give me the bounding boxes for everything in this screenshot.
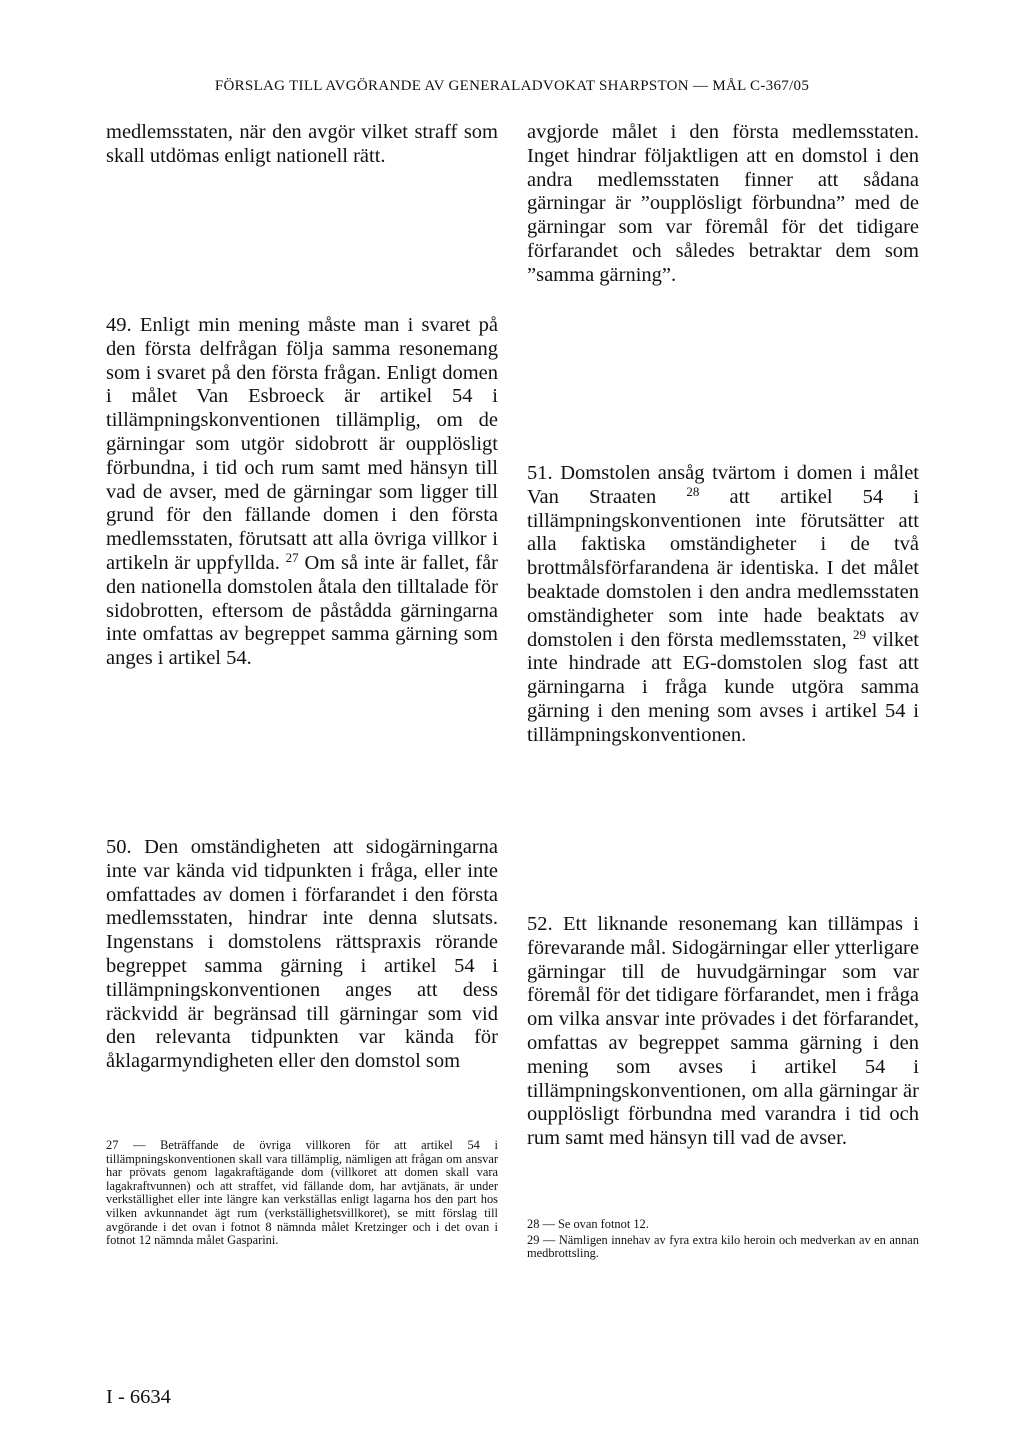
footnote-text: Se ovan fotnot 12.: [558, 1217, 649, 1231]
paragraph-number: 50.: [106, 836, 132, 858]
footnotes-right: [527, 1218, 919, 1261]
paragraph-continuation-left: medlemsstaten, när den avgör vilket straff som skall utdömas enligt nationell rätt.: [106, 121, 498, 167]
paragraph-text: Ett liknande resonemang kan tillämpas i förevarande mål. Sidogärningar eller ytterligare gärningar till de huvudgärningar som var föremål för det tidigare förfarandet, men i fråga om vilka ansvar inte prövades i det förfarandet, omfattas av begreppet samma gärning i den mening som avses i artikel 54 i tillämpningskonventionen, om alla gärningar är oupplösligt förbundna med varandra i tid och rum samt med hänsyn till vad de avser.: [527, 913, 920, 1150]
footnote-29: [527, 1234, 919, 1261]
page-number: I - 6634: [106, 1386, 171, 1408]
footnote-ref-28[interactable]: 28: [686, 483, 700, 499]
paragraph-number: 49.: [106, 314, 132, 336]
paragraph-text: Enligt min mening måste man i svaret på den första delfrågan följa samma resonemang som i svaret på den första frågan. Enligt domen i målet Van Esbroeck är artikel 54 i tillämpningskonventionen tillämplig, om de gärningar som utgör sidobrott är oupplösligt förbundna, i tid och rum samt med hänsyn till vad de avser, med de gärningar som ligger till grund för den fällande domen i den första medlemsstaten, förutsatt att alla övriga villkor i artikeln är uppfyllda.: [106, 314, 499, 574]
paragraph-number: 51.: [527, 462, 553, 484]
paragraph-text-cont: Om så inte är fallet, får den nationella domstolen åtala den tilltalade för sidobrotten, eftersom de påstådda gärningarna inte omfattas av begreppet samma gärning som anges i artikel 54.: [106, 551, 499, 670]
paragraph-number: 52.: [527, 913, 553, 935]
paragraph-49: [106, 314, 498, 671]
footnote-28: [527, 1218, 919, 1232]
footnote-text: Beträffande de övriga villkoren för att artikel 54 i tillämpningskonventionen skall vara tillämplig, nämligen att frågan om ansvar har prövats genom lagakraftägande dom (villkoret att domen skall vara lagakraftvunnen) och att straffet, vid fällande dom, har avtjänats, är under verkställighet eller inte längre kan verkställas enligt lagarna hos den part hos vilken avkunnandet ägt rum (verkställighetsvillkoret), se mitt förslag till avgörande i det ovan i fotnot 8 nämnda målet Kretzinger och i det ovan i fotnot 12 nämnda målet Gasparini.: [106, 1138, 498, 1248]
paragraph-text-cont-2: vilket inte hindrade att EG-domstolen slog fast att gärningarna i fråga kunde utgöra samma gärning i den mening som avses i artikel 54 i tillämpningskonventionen.: [527, 628, 919, 746]
footnote-label: 29 —: [527, 1232, 556, 1247]
running-header: FÖRSLAG TILL AVGÖRANDE AV GENERALADVOKAT SHARPSTON — MÅL C-367/05: [214, 78, 810, 94]
footnote-27: [106, 1139, 498, 1248]
footnote-text: Nämligen innehav av fyra extra kilo heroin och medverkan av en annan medbrottsling.: [527, 1232, 919, 1261]
footnote-label: 27 —: [106, 1138, 146, 1152]
paragraph-text-cont: att artikel 54 i tillämpningskonventionen inte förutsätter att alla faktiska omständigheter i de två brottmålsförfarandena är identiska. I det målet beaktade domstolen i den andra medlemsstaten omständigheter som inte hade beaktats av domstolen i den första medlemsstaten,: [527, 485, 920, 651]
footnote-ref-27[interactable]: 27: [285, 549, 299, 565]
footnote-label: 28 —: [527, 1217, 555, 1231]
paragraph-50: [106, 836, 498, 1074]
paragraph-text: Den omständigheten att sidogärningarna inte var kända vid tidpunkten i fråga, eller inte omfattades av domen i förfarandet i den första medlemsstaten, hindrar inte denna slutsats. Ingenstans i domstolens rättspraxis rörande begreppet samma gärning i artikel 54 i tillämpningskonventionen anges att dess räckvidd är begränsad till gärningar som vid den relevanta tidpunkten var kända för åklagarmyndigheten eller den domstol som: [106, 836, 498, 1073]
paragraph-51: [527, 462, 919, 748]
right-continuation: [527, 121, 919, 288]
left-continuation: [106, 121, 498, 169]
paragraph-continuation-right: avgjorde målet i den första medlemsstaten. Inget hindrar följaktligen att en domstol i den andra medlemsstaten finner att sådana gärningar är ”oupplösligt förbundna” med de gärningar som var föremål för det tidigare förfarandet och således betraktar dem som ”samma gärning”.: [527, 121, 919, 286]
paragraph-52: [527, 913, 919, 1151]
paragraph-text: Domstolen ansåg tvärtom i domen i målet Van Straaten: [527, 462, 919, 508]
footnote-ref-29[interactable]: 29: [852, 626, 866, 642]
